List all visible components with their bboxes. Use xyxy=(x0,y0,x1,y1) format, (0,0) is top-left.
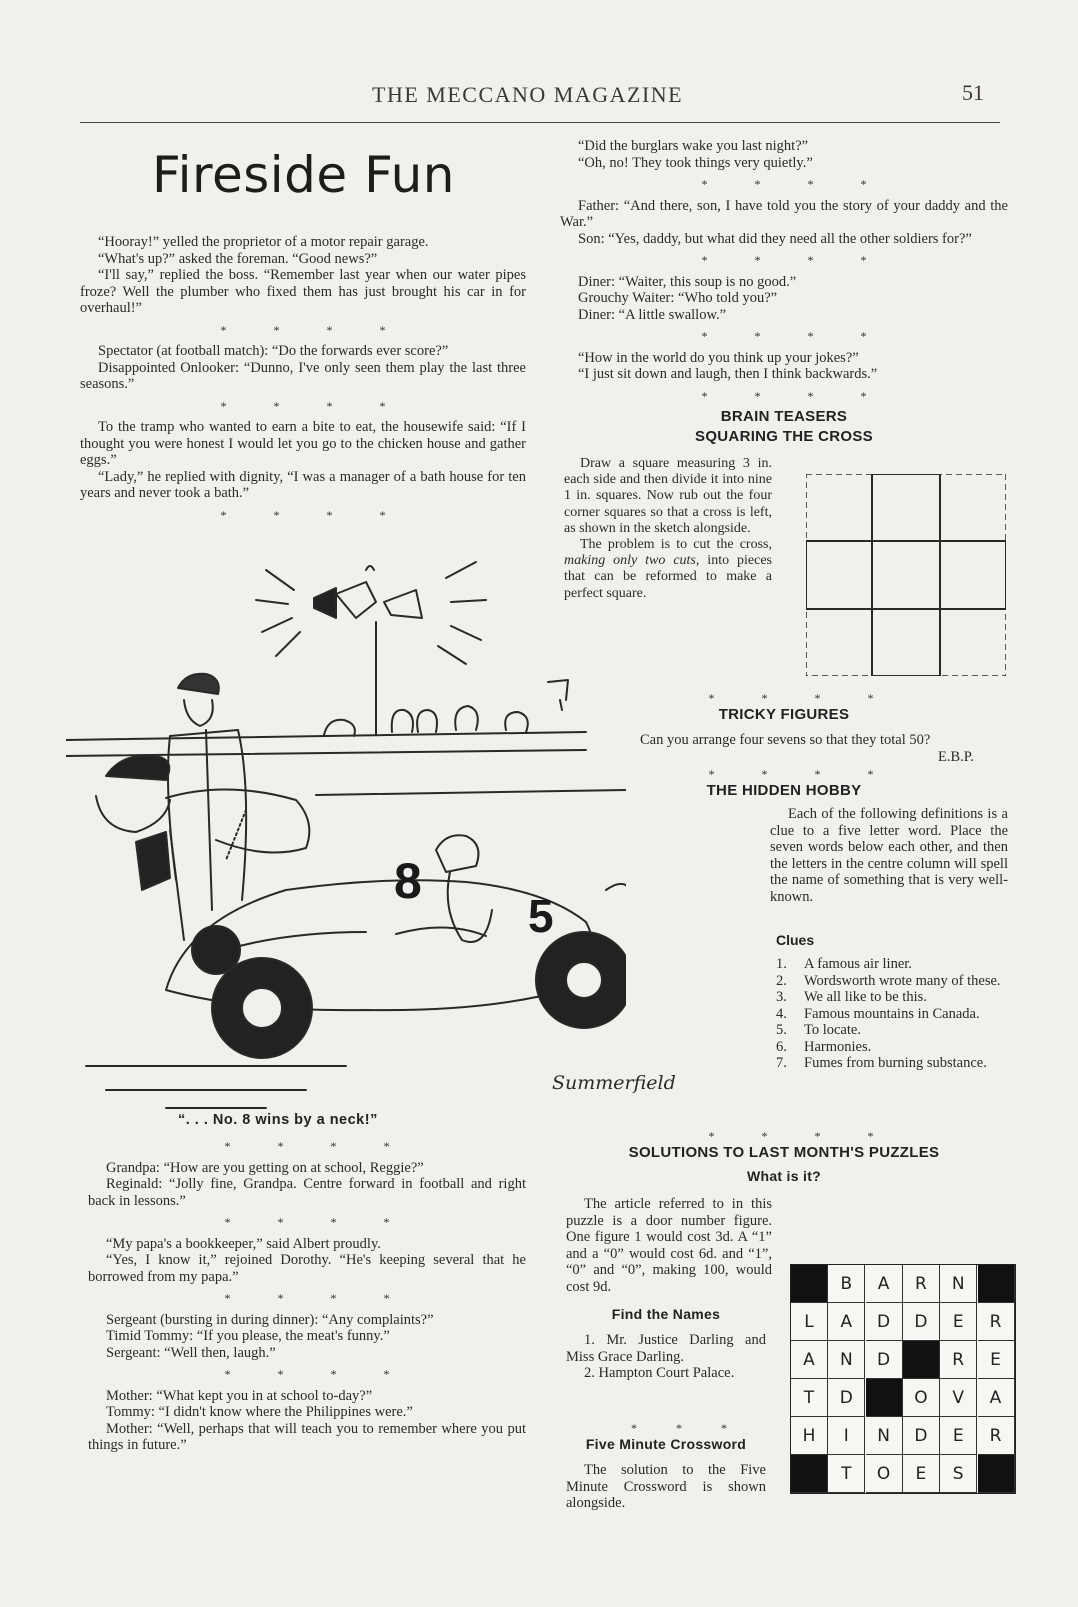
clue-item: 5. To locate. xyxy=(776,1022,861,1038)
joke-text: “What's up?” asked the foreman. “Good news?” xyxy=(98,250,378,267)
crossword-cell: A xyxy=(791,1341,828,1379)
right-jokes xyxy=(560,138,1008,409)
separator-stars: * * * * xyxy=(220,398,408,413)
joke-text: Spectator (at football match): “Do the forwards ever score?” xyxy=(98,343,449,359)
crossword-cell: D xyxy=(903,1303,940,1341)
crossword-black-cell xyxy=(866,1379,903,1417)
crossword-cell: L xyxy=(791,1303,828,1341)
cartoon-caption: “. . . No. 8 wins by a neck!” xyxy=(178,1112,378,1128)
crossword-black-cell xyxy=(791,1455,828,1493)
crossword-black-cell xyxy=(791,1265,828,1303)
joke-text: Diner: “A little swallow.” xyxy=(578,306,727,323)
crossword-black-cell xyxy=(978,1265,1015,1303)
joke-text: Sergeant: “Well then, laugh.” xyxy=(106,1344,276,1361)
joke-text: Mother: “What kept you in at school to-day?” xyxy=(106,1387,373,1404)
what-text: The article referred to in this puzzle is a door number figure. One figure 1 would cost 3d. A “1” and a “0” would cost 6d. and “1”, “0” and “0”, making 100, would cost 9d. xyxy=(566,1196,772,1295)
joke-text: Grouchy Waiter: “Who told you?” xyxy=(578,290,778,306)
crossword-cell: R xyxy=(978,1417,1015,1455)
tricky-figures-text xyxy=(622,732,1008,749)
separator-stars: * * * xyxy=(631,1421,745,1435)
article-title: Fireside Fun xyxy=(152,146,455,204)
car-number-8: 8 xyxy=(394,853,422,909)
separator-stars: * * * * xyxy=(220,322,408,337)
cartoonist-signature: Summerfield xyxy=(552,1072,676,1094)
crossword-cell: D xyxy=(866,1341,903,1379)
crossword-grid xyxy=(790,1264,1016,1494)
loudspeaker-left xyxy=(314,588,336,618)
joke-text: “How in the world do you think up your jokes?” xyxy=(578,349,859,366)
solutions-heading: SOLUTIONS TO LAST MONTH'S PUZZLES xyxy=(628,1144,940,1161)
joke-text: Tommy: “I didn't know where the Philippines were.” xyxy=(106,1404,413,1420)
separator-stars: * * * * xyxy=(220,507,408,522)
tricky-figures-heading: TRICKY FIGURES xyxy=(718,706,850,723)
names-1: 1. Mr. Justice Darling and Miss Grace Darling. xyxy=(566,1332,766,1365)
crossword-cell: E xyxy=(940,1417,977,1455)
joke-text: “I just sit down and laugh, then I think backwards.” xyxy=(578,366,878,382)
crossword-cell: T xyxy=(828,1455,865,1493)
separator-stars: * * * * xyxy=(701,177,889,191)
clue-item: 2. Wordsworth wrote many of these. xyxy=(776,972,1001,989)
crossword-cell: H xyxy=(791,1417,828,1455)
cross-sketch xyxy=(806,474,1006,676)
crossword-text xyxy=(566,1462,766,1512)
crossword-cell: I xyxy=(828,1417,865,1455)
crossword-cell: E xyxy=(940,1303,977,1341)
left-jokes-top xyxy=(80,234,526,528)
joke-text: “Lady,” he replied with dignity, “I was a manager of a bath house for ten years and never took a bath.” xyxy=(80,468,526,501)
joke-text: Son: “Yes, daddy, but what did they need all the other soldiers for?” xyxy=(578,230,972,247)
cross-text-1: Draw a square measuring 3 in. each side and then divide it into nine 1 in. squares. Now rub out the four corner squares so that a cross is left, as shown in the sketch alongside. xyxy=(564,456,772,536)
joke-text: Reginald: “Jolly fine, Grandpa. Centre forward in football and right back in lessons.” xyxy=(88,1176,526,1209)
brain-teasers-heading: BRAIN TEASERS xyxy=(720,408,848,425)
crossword-desc: The solution to the Five Minute Crossword is shown alongside. xyxy=(566,1462,766,1511)
crossword-cell: S xyxy=(940,1455,977,1493)
crossword-heading: Five Minute Crossword xyxy=(585,1436,747,1452)
joke-text: “Yes, I know it,” rejoined Dorothy. “He's keeping several that he borrowed from my papa.” xyxy=(88,1252,526,1285)
separator-stars: * * * * xyxy=(224,1291,412,1305)
clues-list xyxy=(776,956,1008,1072)
clue-item: 4. Famous mountains in Canada. xyxy=(776,1005,980,1022)
crossword-cell: A xyxy=(866,1265,903,1303)
clues-heading: Clues xyxy=(776,932,815,948)
joke-text: Grandpa: “How are you getting on at school, Reggie?” xyxy=(106,1159,424,1176)
hobby-text: Each of the following definitions is a clue to a five letter word. Place the seven words below each other, and then the letters in the centre column will spell the name of something that is very well-known. xyxy=(770,806,1008,905)
clue-item: 7. Fumes from burning substance. xyxy=(776,1055,987,1071)
tricky-text: Can you arrange four sevens so that they total 50? xyxy=(640,732,931,748)
separator-stars: * * * * xyxy=(708,767,896,781)
crossword-cell: R xyxy=(978,1303,1015,1341)
joke-text: Sergeant (bursting in during dinner): “Any complaints?” xyxy=(106,1311,434,1328)
joke-text: Father: “And there, son, I have told you the story of your daddy and the War.” xyxy=(560,197,1008,230)
joke-text: Mother: “Well, perhaps that will teach you to remember where you put things in future.” xyxy=(88,1420,526,1453)
separator-stars: * * * * xyxy=(224,1367,412,1381)
hidden-hobby-heading: THE HIDDEN HOBBY xyxy=(706,782,862,799)
clue-item: 6. Harmonies. xyxy=(776,1038,872,1055)
separator-stars: * * * * xyxy=(224,1139,412,1153)
crossword-cell: O xyxy=(903,1379,940,1417)
crossword-cell: D xyxy=(866,1303,903,1341)
joke-text: “Oh, no! They took things very quietly.” xyxy=(578,154,813,171)
magazine-title: THE MECCANO MAGAZINE xyxy=(372,82,684,107)
crossword-cell: O xyxy=(866,1455,903,1493)
joke-text: To the tramp who wanted to earn a bite to eat, the housewife said: “If I thought you were honest I would let you go to the chicken house and gather eggs.” xyxy=(80,419,526,468)
crossword-cell: B xyxy=(828,1265,865,1303)
crossword-cell: A xyxy=(828,1303,865,1341)
cross-puzzle-text xyxy=(564,456,772,602)
crossword-cell: E xyxy=(978,1341,1015,1379)
crossword-black-cell xyxy=(903,1341,940,1379)
joke-text: Disappointed Onlooker: “Dunno, I've only seen them play the last three seasons.” xyxy=(80,359,526,392)
crossword-cell: A xyxy=(978,1379,1015,1417)
crossword-cell: N xyxy=(828,1341,865,1379)
cross-text-2: The problem is to cut the cross, making only two cuts, into pieces that can be reformed to make a perfect square. xyxy=(564,537,772,601)
separator-stars: * * * * xyxy=(224,1215,412,1229)
separator-stars: * * * * xyxy=(701,253,889,267)
clue-item: 1. A famous air liner. xyxy=(776,956,912,972)
joke-text: “Did the burglars wake you last night?” xyxy=(578,138,809,154)
separator-stars: * * * * xyxy=(708,1129,896,1143)
page-number: 51 xyxy=(962,80,984,105)
separator-stars: * * * * xyxy=(701,388,889,403)
separator-stars: * * * * xyxy=(701,329,889,343)
joke-text: “I'll say,” replied the boss. “Remember last year when our water pipes froze? Well the plumber who fixed them has just brought his car in for overhaul!” xyxy=(80,267,526,316)
crossword-cell: R xyxy=(940,1341,977,1379)
crossword-cell: T xyxy=(791,1379,828,1417)
crossword-black-cell xyxy=(978,1455,1015,1493)
find-names-text xyxy=(566,1332,766,1382)
clue-item: 3. We all like to be this. xyxy=(776,989,927,1005)
joke-text: “My papa's a bookkeeper,” said Albert proudly. xyxy=(106,1235,381,1252)
squaring-cross-heading: SQUARING THE CROSS xyxy=(695,428,873,445)
crossword-cell: D xyxy=(903,1417,940,1455)
crossword-cell: D xyxy=(828,1379,865,1417)
left-jokes-bottom xyxy=(88,1133,526,1454)
racing-cartoon xyxy=(66,560,626,1120)
separator-stars: * * * * xyxy=(708,691,896,705)
joke-text: Timid Tommy: “If you please, the meat's funny.” xyxy=(106,1328,390,1344)
find-names-heading: Find the Names xyxy=(611,1306,721,1322)
names-2: 2. Hampton Court Palace. xyxy=(584,1365,735,1381)
checkered-flag xyxy=(136,832,170,890)
crossword-cell: N xyxy=(940,1265,977,1303)
joke-text: “Hooray!” yelled the proprietor of a motor repair garage. xyxy=(98,234,429,250)
what-is-it-heading: What is it? xyxy=(746,1168,822,1184)
header-rule xyxy=(80,122,1000,123)
crossword-cell: V xyxy=(940,1379,977,1417)
tricky-initials: E.B.P. xyxy=(938,749,974,765)
crossword-cell: R xyxy=(903,1265,940,1303)
car-number-5: 5 xyxy=(528,890,554,942)
crossword-cell: N xyxy=(866,1417,903,1455)
joke-text: Diner: “Waiter, this soup is no good.” xyxy=(578,273,797,290)
hidden-hobby-text xyxy=(622,806,1008,926)
crossword-cell: E xyxy=(903,1455,940,1493)
